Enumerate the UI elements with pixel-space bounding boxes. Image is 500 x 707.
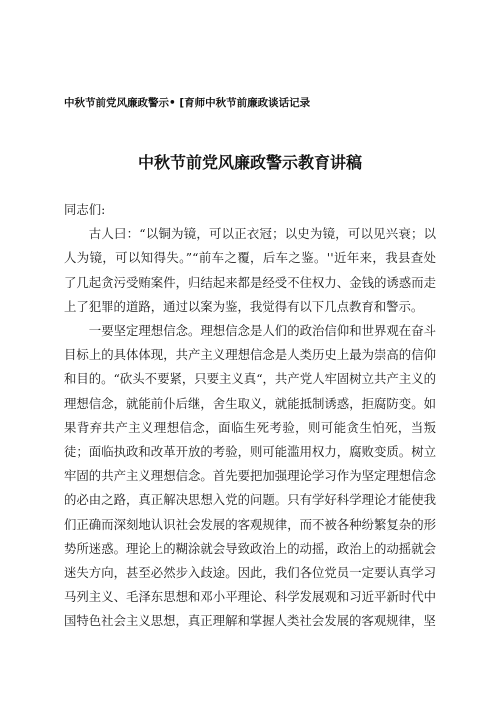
header-line: 中秋节前党风廉政警示• [育师中秋节前廉政谈话记录 [64,97,311,109]
paragraph: 一要坚定理想信念。理想信念是人们的政治信仰和世界观在奋斗目标上的具体体现，共产主义理想信念是人类历史上最为崇高的信仰和目的。“砍头不要紧，只要主义真“，共产党人牢固树立共产主义的理想信念，就能前仆后继，舍生取义，就能抵制诱惑，拒腐防变。如果背弃共产主义理想信念，面临生死考验，则可能贪生怕死，当叛徒；面临执政和改革开放的考验，则可能滥用权力，腐败变质。树立牢固的共产主义理想信念。首先要把加强理论学习作为坚定理想信念的必由之路，真正解决思想入党的问题。只有学好科学理论才能使我们正确而深刻地认识社会发展的客观规律，而不被各种纷繁复杂的形势所迷惑。理论上的糊涂就会导致政治上的动摇，政治上的动摇就会迷失方向，甚至必然步入歧途。因此，我们各位党员一定要认真学习马列主义、毛泽东思想和邓小平理论、科学发展观和习近平新时代中国特色社会主义思想，真正理解和掌握人类社会发展的客观规律，坚 [64,323,436,629]
document-body [64,198,436,634]
page-title: 中秋节前党风廉政警示教育讲稿 [137,153,362,172]
salutation: 同志们: [64,202,106,217]
paragraph: 古人曰：“以铜为镜，可以正衣冠；以史为镜，可以见兴衰；以人为镜，可以知得失。”“前车之覆，后车之鉴。''近年来，我县查处了几起贪污受贿案件，归结起来都是经受不住权力、金钱的诱惑而走上了犯罪的道路，通过以案为鉴，我觉得有以下几点教育和警示。 [64,226,436,314]
